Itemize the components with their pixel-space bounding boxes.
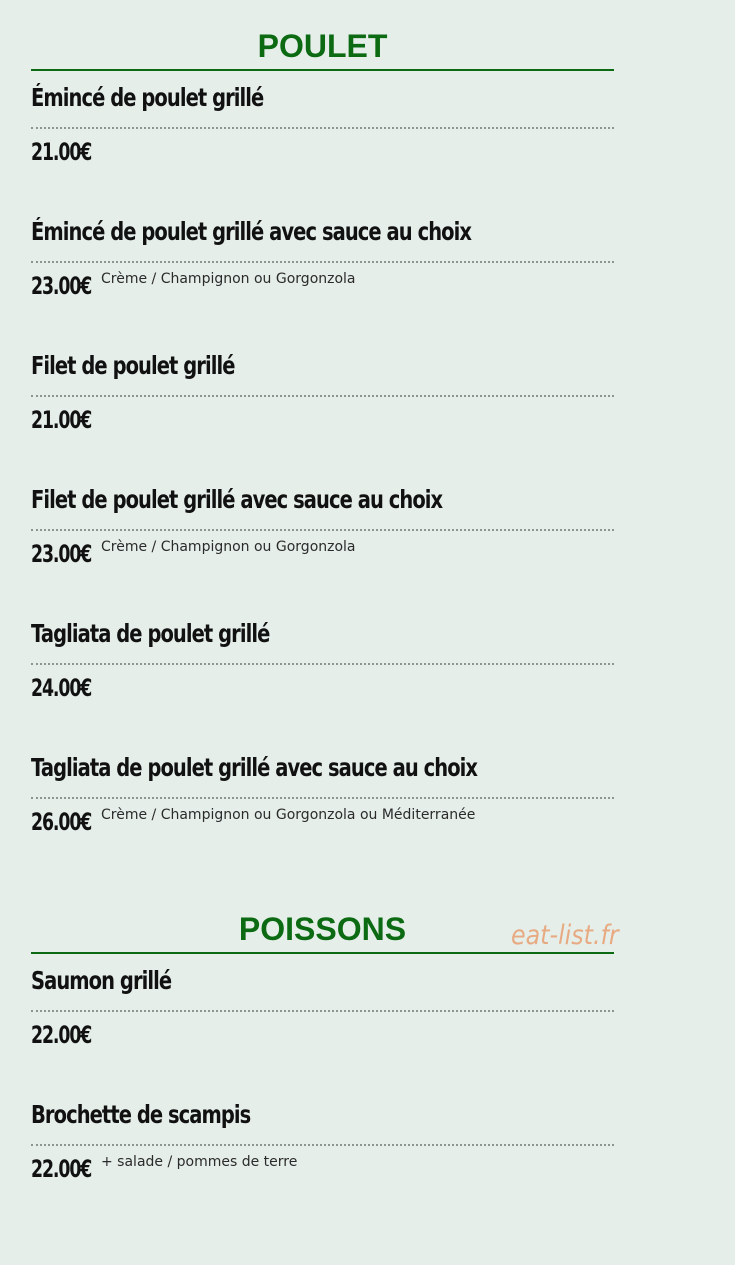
section-title: POULET: [257, 28, 388, 64]
item-name: Filet de poulet grillé avec sauce au choix: [31, 485, 443, 514]
item-divider: [31, 261, 614, 263]
watermark: eat-list.fr: [511, 920, 619, 951]
item-divider: [31, 127, 614, 129]
section-poulet: [31, 0, 614, 851]
item-price: 22.00€: [31, 1021, 92, 1049]
item-name: Filet de poulet grillé: [31, 351, 235, 380]
item-price: 23.00€: [31, 540, 92, 568]
section-spacer: [31, 851, 614, 883]
item-name: Tagliata de poulet grillé: [31, 619, 270, 648]
item-price: 22.00€: [31, 1155, 92, 1183]
item-divider: [31, 663, 614, 665]
menu-item: [31, 607, 614, 741]
item-description: Crème / Champignon ou Gorgonzola: [101, 539, 356, 555]
menu-item: [31, 71, 614, 205]
menu: [31, 0, 614, 1198]
item-divider: [31, 1144, 614, 1146]
item-name: Saumon grillé: [31, 966, 172, 995]
menu-item: [31, 473, 614, 607]
menu-item: [31, 1088, 614, 1198]
item-price: 21.00€: [31, 138, 92, 166]
item-price: 23.00€: [31, 272, 92, 300]
section-title: POISSONS: [238, 911, 407, 947]
item-name: Tagliata de poulet grillé avec sauce au choix: [31, 753, 478, 782]
item-price: 26.00€: [31, 808, 92, 836]
menu-item: [31, 339, 614, 473]
item-price: 24.00€: [31, 674, 92, 702]
item-description: Crème / Champignon ou Gorgonzola ou Méditerranée: [101, 807, 476, 823]
menu-item: [31, 741, 614, 851]
item-name: Émincé de poulet grillé: [31, 83, 264, 112]
item-price: 21.00€: [31, 406, 92, 434]
menu-item: [31, 205, 614, 339]
item-divider: [31, 529, 614, 531]
item-divider: [31, 395, 614, 397]
menu-item: [31, 954, 614, 1088]
section-header: [31, 0, 614, 71]
item-description: Crème / Champignon ou Gorgonzola: [101, 271, 356, 287]
item-name: Brochette de scampis: [31, 1100, 251, 1129]
item-divider: [31, 797, 614, 799]
item-divider: [31, 1010, 614, 1012]
item-name: Émincé de poulet grillé avec sauce au choix: [31, 217, 472, 246]
item-description: + salade / pommes de terre: [101, 1154, 298, 1170]
